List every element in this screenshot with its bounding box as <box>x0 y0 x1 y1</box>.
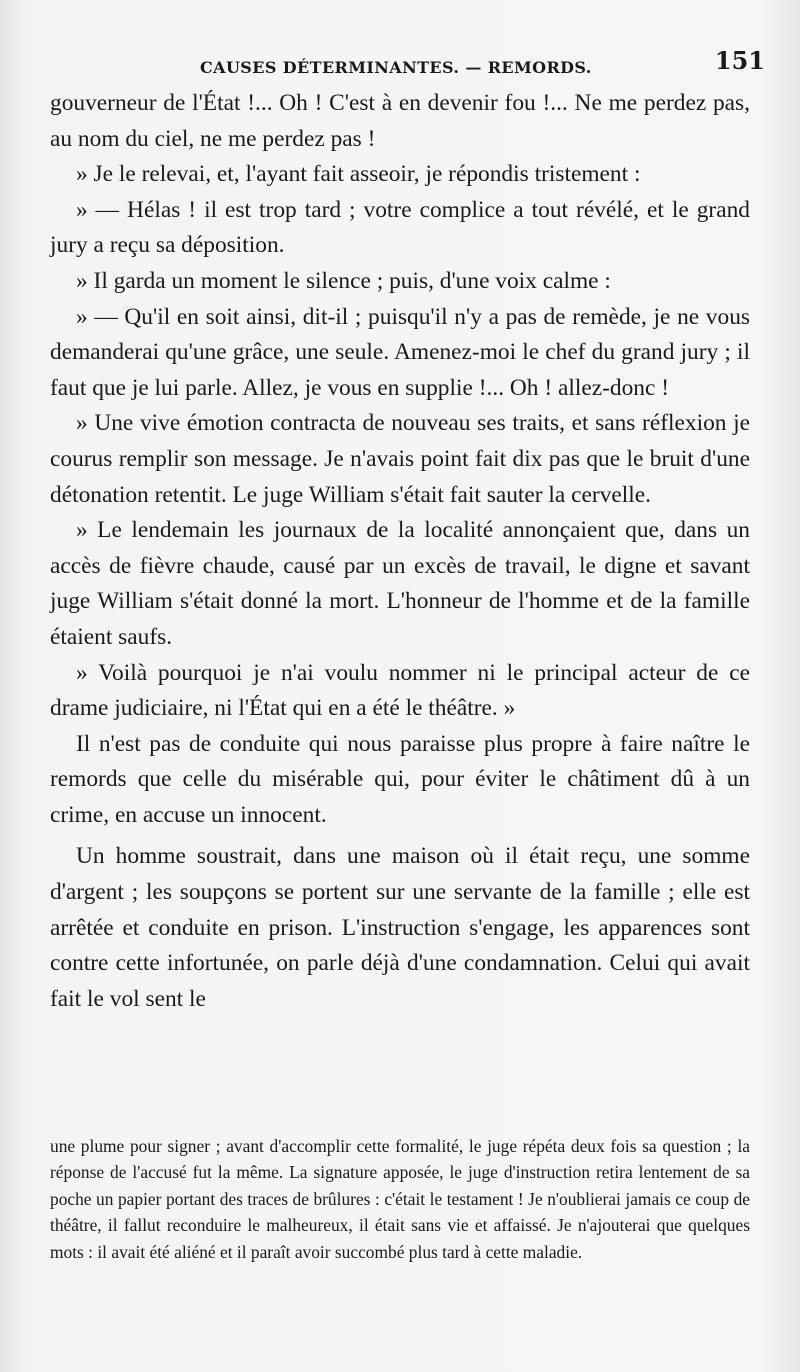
paragraph: Un homme soustrait, dans une maison où il était reçu, une somme d'argent ; les soupçons se portent sur une servante de la famille ; elle est arrêtée et conduite en prison. L'instruction s'engage, les apparences sont contre cette infortunée, on parle déjà d'une condamnation. Celui qui avait fait le vol sent le <box>50 843 750 1012</box>
footnote <box>50 1133 750 1265</box>
paragraph: » Je le relevai, et, l'ayant fait asseoir, je répondis tristement : <box>76 161 641 188</box>
main-text <box>50 86 750 1017</box>
running-title: CAUSES DÉTERMINANTES. — REMORDS. <box>200 58 592 77</box>
paragraph: » — Hélas ! il est trop tard ; votre complice a tout révélé, et le grand jury a reçu sa déposition. <box>50 196 750 259</box>
page-number: 151 <box>714 46 765 75</box>
paragraph: » Il garda un moment le silence ; puis, d'une voix calme : <box>76 267 611 294</box>
page-header <box>50 44 765 84</box>
paragraph: Il n'est pas de conduite qui nous paraisse plus propre à faire naître le remords que celle du misérable qui, pour éviter le châtiment dû à un crime, en accuse un innocent. <box>50 730 750 828</box>
paragraph: » — Qu'il en soit ainsi, dit-il ; puisqu'il n'y a pas de remède, je ne vous demanderai qu'une grâce, une seule. Amenez-moi le chef du grand jury ; il faut que je lui parle. Allez, je vous en supplie !... Oh ! allez-donc ! <box>50 303 750 401</box>
footnote-text: une plume pour signer ; avant d'accomplir cette formalité, le juge répéta deux fois sa question ; la réponse de l'accusé fut la même. La signature apposée, le juge d'instruction retira lentement de sa poche un papier portant des traces de brûlures : c'était le testament ! Je n'oublierai jamais ce coup de théâtre, il fallut reconduire le malheureux, il était sans vie et affaissé. Je n'ajouterai que quelques mots : il avait été aliéné et il paraît avoir succombé plus tard à cette maladie. <box>50 1136 750 1262</box>
paragraph: » Le lendemain les journaux de la localité annonçaient que, dans un accès de fièvre chaude, causé par un excès de travail, le digne et savant juge William s'était donné la mort. L'honneur de l'homme et de la famille étaient saufs. <box>50 517 750 650</box>
paragraph: gouverneur de l'État !... Oh ! C'est à en devenir fou !... Ne me perdez pas, au nom du ciel, ne me perdez pas ! <box>50 90 750 152</box>
paragraph: » Voilà pourquoi je n'ai voulu nommer ni le principal acteur de ce drame judiciaire, ni l'État qui en a été le théâtre. » <box>50 659 750 722</box>
paragraph: » Une vive émotion contracta de nouveau ses traits, et sans réflexion je courus remplir son message. Je n'avais point fait dix pas que le bruit d'une détonation retentit. Le juge William s'était fait sauter la cervelle. <box>50 410 750 508</box>
